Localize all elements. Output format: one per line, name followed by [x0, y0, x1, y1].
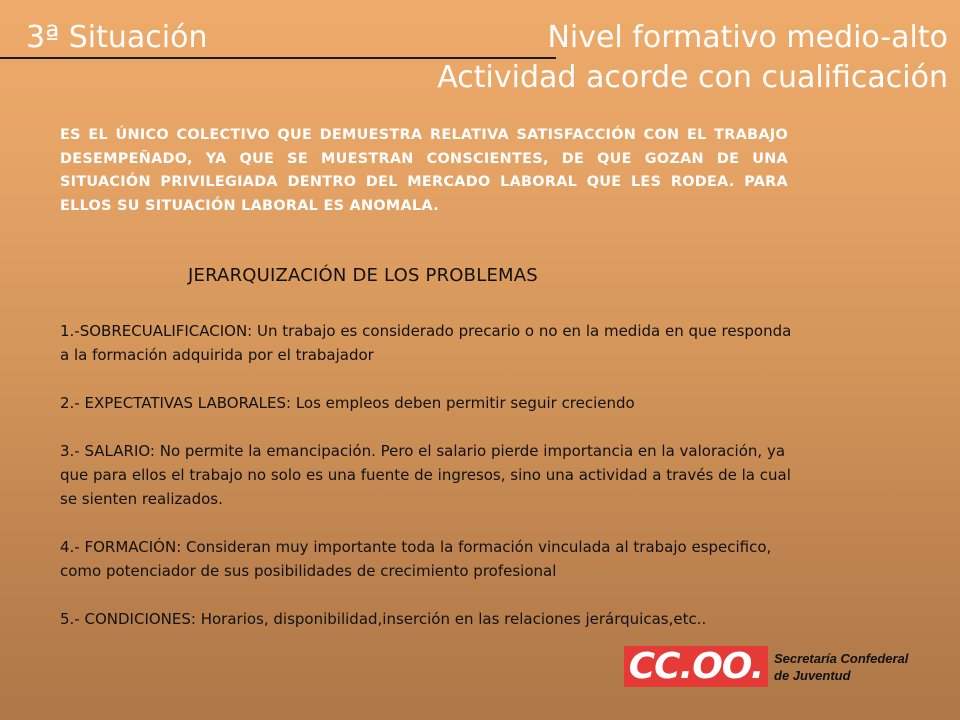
subtitle-line-2: Actividad acorde con cualificación — [437, 60, 948, 95]
organization-line-2: de Juventud — [774, 668, 851, 683]
problem-item-5: 5.- CONDICIONES: Horarios, disponibilidad,inserción en las relaciones jerárquicas,etc.. — [60, 610, 707, 628]
slide-subtitle — [437, 18, 948, 98]
subtitle-line-1: Nivel formativo medio-alto — [547, 20, 948, 55]
problem-list — [60, 319, 800, 655]
intro-paragraph: ES EL ÚNICO COLECTIVO QUE DEMUESTRA RELATIVA SATISFACCIÓN CON EL TRABAJO DESEMPEÑADO, YA QUE SE MUESTRAN CONSCIENTES, DE QUE GOZAN DE UNA SITUACIÓN PRIVILEGIADA DENTRO DEL MERCADO LABORAL QUE LES RODEA. PARA ELLOS SU SITUACIÓN LABORAL ES ANOMALA. — [60, 127, 788, 214]
organization-line-1: Secretaría Confederal — [774, 651, 909, 666]
problem-item-1: 1.-SOBRECUALIFICACION: Un trabajo es considerado precario o no en la medida en que responda a la formación adquirida por el trabajador — [60, 322, 792, 364]
footer — [624, 646, 944, 690]
ccoo-logo: CC.OO. — [624, 646, 768, 687]
problem-item-3: 3.- SALARIO: No permite la emancipación. Pero el salario pierde importancia en la valoración, ya que para ellos el trabajo no solo es una fuente de ingresos, sino una actividad a través de la cual se sienten realizados. — [60, 442, 791, 508]
problem-item-4: 4.- FORMACIÓN: Consideran muy importante toda la formación vinculada al trabajo especifico, como potenciador de sus posibilidades de crecimiento profesional — [60, 538, 772, 580]
slide-title: 3ª Situación — [26, 20, 208, 55]
organization-name — [774, 650, 908, 684]
section-heading: JERARQUIZACIÓN DE LOS PROBLEMAS — [188, 265, 538, 286]
problem-item-2: 2.- EXPECTATIVAS LABORALES: Los empleos deben permitir seguir creciendo — [60, 394, 635, 412]
